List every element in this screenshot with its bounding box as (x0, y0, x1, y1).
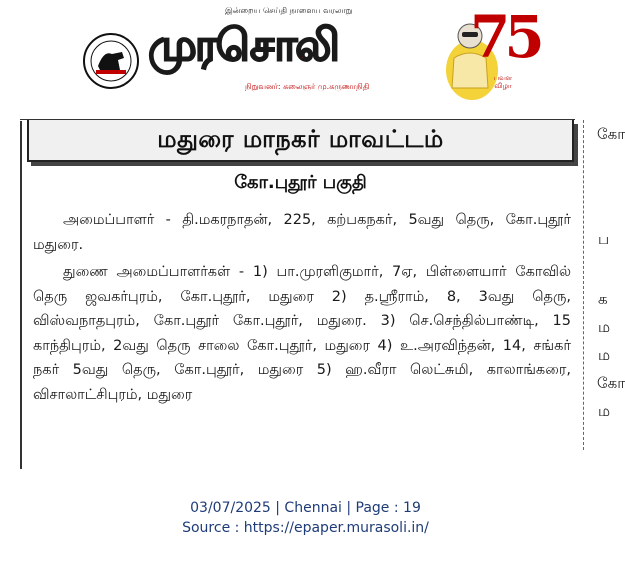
adjacent-column-fragment: ம (598, 402, 611, 420)
anniversary-number: 75 (470, 3, 539, 71)
article-subhead: கோ.புதூர் பகுதி (234, 172, 367, 193)
newspaper-masthead (0, 0, 611, 110)
adjacent-column-fragment: க (598, 290, 608, 308)
footer-date-line: 03/07/2025 | Chennai | Page : 19 (190, 500, 421, 516)
article-paragraph: அமைப்பாளர் - தி.மகரநாதன், 225, கற்பகநகர், 5வது தெரு, கோ.புதூர் மதுரை. (33, 212, 571, 253)
article-body (33, 208, 571, 410)
anniversary-caption: பவள விழா (493, 74, 513, 90)
footer-source-line: Source : https://epaper.murasoli.in/ (182, 520, 429, 536)
masthead-founder-line: நிறுவனர்: கலைஞர் மு.கருணாநிதி (245, 82, 370, 91)
adjacent-column-fragment: கோ (597, 125, 625, 143)
adjacent-column-fragment: கோ (597, 374, 625, 392)
column-divider (583, 120, 584, 450)
adjacent-column-fragment: ம (598, 318, 611, 336)
article-paragraph: துணை அமைப்பாளர்கள் - 1) பா.முரளிகுமார், 7ஏ, பிள்ளையார் கோவில் தெரு ஜவகர்புரம், கோ.புதூர், மதுரை 2) த.ஸ்ரீராம், 8, 3வது தெரு, விஸ்வநாதபுரம், கோ.புதூர் கோ.புதூர், மதுரை. 3) செ.செந்தில்பாண்டி, 15 காந்திபுரம், 2வது தெரு சாலை கோ.புதூர், மதுரை 4) உ.அரவிந்தன், 14, சங்கர் நகர் 5வது தெரு, கோ.புதூர், மதுரை 5) ஹ.வீரா லெட்சுமி, காலாங்கரை, விசாலாட்சிபுரம், மதுரை (33, 264, 571, 403)
clipping-left-rule (20, 121, 22, 469)
masthead-tagline: இன்றைய செய்தி நாளைய வரலாறு (225, 6, 353, 15)
adjacent-column-fragment: ம (598, 346, 611, 364)
newspaper-title: முரசொலி (148, 20, 338, 71)
party-emblem-icon (82, 32, 140, 90)
article-headline: மதுரை மாநகர் மாவட்டம் (157, 124, 444, 153)
headline-box (27, 120, 574, 162)
adjacent-column-fragment: ப (598, 230, 610, 248)
